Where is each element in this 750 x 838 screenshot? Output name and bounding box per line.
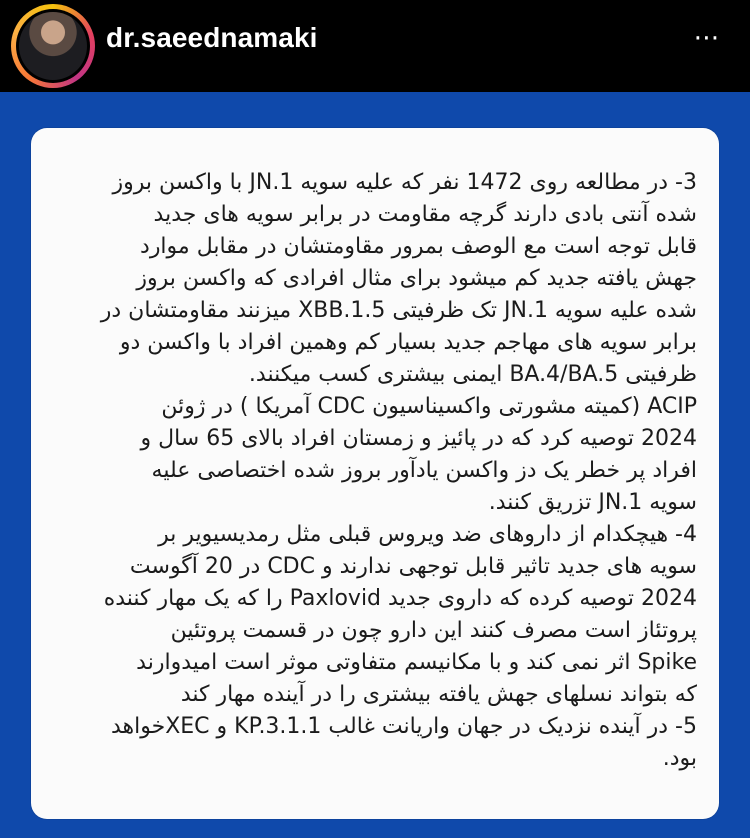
text-line-4: جهش یافته جدید کم میشود برای مثال افرادی که واکسن بروز: [136, 266, 697, 291]
username[interactable]: dr.saeednamaki: [106, 22, 318, 53]
more-options-icon[interactable]: ⋯: [693, 23, 721, 53]
text-line-3: قابل توجه است مع الوصف بمرور مقاومتشان در مقابل موارد: [140, 234, 697, 259]
profile-avatar[interactable]: [11, 4, 95, 88]
post-header: [0, 0, 750, 92]
text-line-18: 5- در آینده نزدیک در جهان واریانت غالب KP.3.1.1 و XECخواهد: [110, 714, 697, 739]
text-line-1: 3- در مطالعه روی 1472 نفر که علیه سویه JN.1 با واکسن بروز: [112, 170, 697, 195]
text-line-14: 2024 توصیه کرده که داروی جدید Paxlovid را که یک مهار کننده: [103, 586, 697, 611]
text-line-13: سویه های جدید تاثیر قابل توجهی ندارند و CDC در 20 آگوست: [129, 554, 697, 579]
text-line-19: بود.: [662, 746, 697, 771]
text-line-10: افراد پر خطر یک دز واکسن یادآور بروز شده اختصاصی علیه: [151, 458, 697, 483]
text-line-6: برابر سویه های مهاجم جدید بسیار کم وهمین افراد با واکسن دو: [119, 330, 697, 355]
text-line-5: شده علیه سویه JN.1 تک ظرفیتی XBB.1.5 میزنند مقاومتشان در: [100, 298, 697, 323]
text-line-7: ظرفیتی BA.4/BA.5 ایمنی بیشتری کسب میکنند.: [248, 362, 697, 387]
text-line-17: که بتواند نسلهای جهش یافته بیشتری را در آینده مهار کند: [180, 682, 697, 707]
text-line-8: ACIP (کمیته مشورتی واکسیناسیون CDC آمریکا ) در ژوئن: [161, 394, 697, 419]
post-text-card: [31, 128, 719, 819]
text-line-2: شده آنتی بادی دارند گرچه مقاومت در برابر سویه های جدید: [153, 202, 697, 227]
text-line-15: پروتئاز است مصرف کنند این دارو چون در قسمت پروتئین: [170, 618, 697, 643]
text-line-9: 2024 توصیه کرد که در پائیز و زمستان افراد بالای 65 سال و: [140, 426, 697, 451]
text-line-16: Spike اثر نمی کند و با مکانیسم متفاوتی موثر است امیدوارند: [136, 650, 697, 675]
text-line-11: سویه JN.1 تزریق کنند.: [488, 490, 697, 515]
avatar-photo-frame: [16, 9, 90, 83]
text-line-12: 4- هیچکدام از داروهای ضد ویروس قبلی مثل رمدیسیویر بر: [158, 522, 697, 547]
avatar-photo: [19, 12, 87, 80]
post-text: [69, 167, 697, 775]
